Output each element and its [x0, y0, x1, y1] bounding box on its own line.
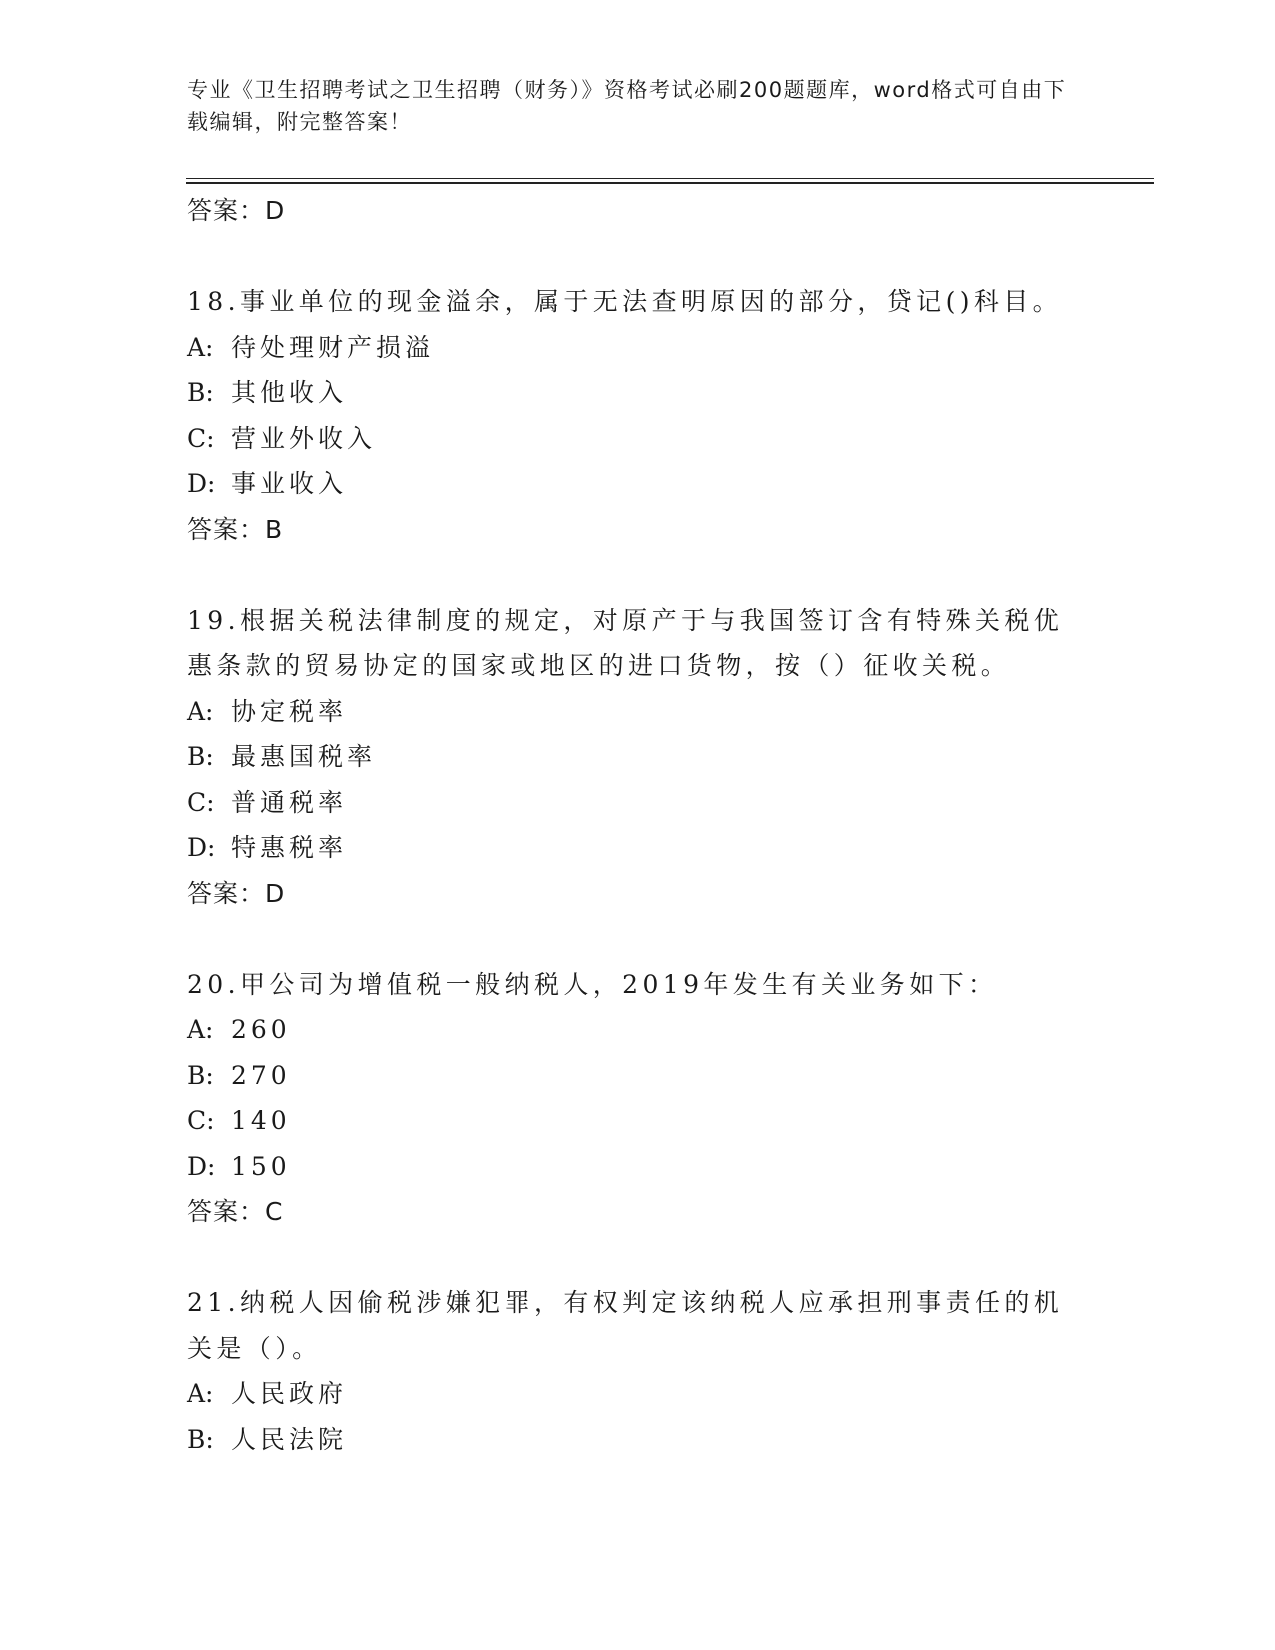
option-b [187, 1417, 1087, 1463]
question-number: 18. [187, 287, 240, 316]
question-block [187, 1280, 1087, 1462]
question-number: 19. [187, 605, 240, 635]
question-block [187, 598, 1087, 917]
option-text: 最惠国税率 [231, 742, 377, 771]
answer: 答案：C [187, 1197, 284, 1226]
option-key: D: [187, 1151, 216, 1181]
option-text: 事业收入 [231, 469, 348, 498]
option-text: 协定税率 [231, 696, 348, 726]
option-text: 150 [231, 1151, 291, 1181]
option-key: B: [187, 1424, 214, 1454]
question-text [187, 1280, 1087, 1371]
option-text: 待处理财产损溢 [231, 332, 435, 362]
option-key: A: [187, 696, 214, 726]
option-b [187, 734, 1087, 780]
previous-answer: 答案：D [187, 196, 286, 225]
option-key: A: [187, 1379, 214, 1408]
spacer [187, 234, 1087, 279]
question-text [187, 279, 1087, 325]
option-a [187, 1371, 1087, 1417]
answer: 答案：D [187, 878, 286, 908]
option-key: C: [187, 1106, 215, 1135]
option-text: 其他收入 [231, 378, 348, 407]
option-text: 140 [231, 1106, 291, 1135]
spacer [187, 917, 1087, 962]
answer: 答案：B [187, 514, 284, 544]
option-c [187, 416, 1087, 462]
option-b [187, 370, 1087, 416]
option-key: D: [187, 469, 216, 498]
question-stem: 根据关税法律制度的规定，对原产于与我国签订含有特殊关税优惠条款的贸易协定的国家或地区的进口货物，按（）征收关税。 [187, 605, 1064, 680]
option-key: B: [187, 742, 214, 771]
option-text: 特惠税率 [231, 833, 348, 862]
question-text [187, 598, 1087, 689]
question-block [187, 962, 1087, 1236]
option-key: B: [187, 1060, 214, 1090]
option-d [187, 1144, 1087, 1190]
option-key: D: [187, 833, 216, 862]
document-header: 专业《卫生招聘考试之卫生招聘（财务）》资格考试必刷200题题库，word格式可自由下载编辑，附完整答案！ [187, 78, 1067, 134]
option-key: A: [187, 1015, 214, 1044]
question-text [187, 962, 1087, 1008]
header-rule-thick [186, 182, 1154, 184]
question-list [187, 188, 1087, 1462]
question-stem: 甲公司为增值税一般纳税人，2019年发生有关业务如下： [239, 969, 998, 999]
question-number: 20. [187, 969, 240, 999]
option-key: C: [187, 787, 215, 817]
option-text: 营业外收入 [231, 423, 377, 453]
option-c [187, 1098, 1087, 1144]
spacer [187, 1235, 1087, 1280]
option-b [187, 1053, 1087, 1099]
option-c [187, 780, 1087, 826]
option-d [187, 461, 1087, 507]
option-text: 普通税率 [231, 787, 348, 817]
option-a [187, 1007, 1087, 1053]
option-text: 人民政府 [231, 1379, 348, 1408]
spacer [187, 553, 1087, 598]
option-key: B: [187, 378, 214, 407]
header-rule-thin [186, 178, 1154, 179]
question-number: 21. [187, 1288, 240, 1317]
option-key: C: [187, 423, 215, 453]
option-a [187, 325, 1087, 371]
option-text: 270 [231, 1060, 291, 1090]
question-stem: 纳税人因偷税涉嫌犯罪，有权判定该纳税人应承担刑事责任的机关是（）。 [187, 1288, 1064, 1363]
option-key: A: [187, 332, 214, 362]
option-text: 260 [231, 1015, 291, 1044]
option-d [187, 825, 1087, 871]
question-stem: 事业单位的现金溢余，属于无法查明原因的部分，贷记()科目。 [239, 287, 1063, 316]
question-block [187, 279, 1087, 553]
option-a [187, 689, 1087, 735]
option-text: 人民法院 [231, 1424, 348, 1454]
